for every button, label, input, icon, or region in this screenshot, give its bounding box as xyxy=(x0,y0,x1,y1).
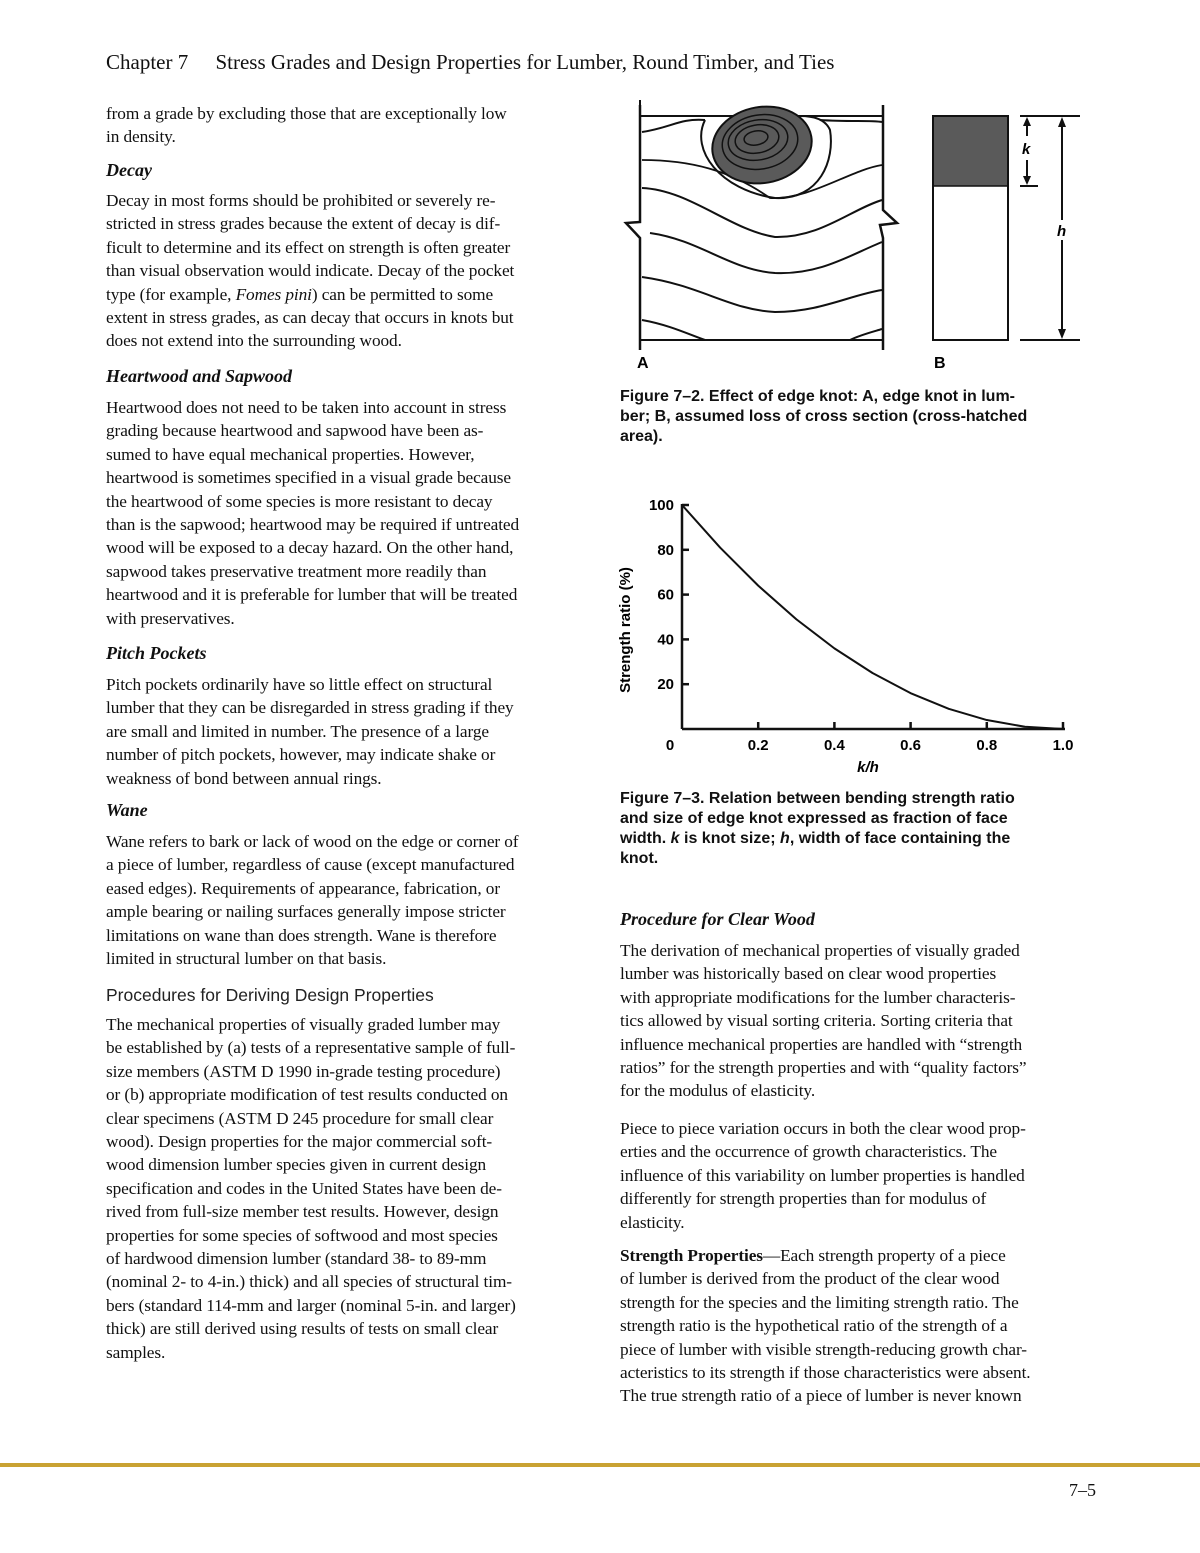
chapter-label: Chapter 7 xyxy=(106,50,189,74)
text-line: grading because heartwood and sapwood have been as- xyxy=(106,421,484,441)
text-line: sumed to have equal mechanical properties. However, xyxy=(106,444,475,464)
x-tick-label: 1.0 xyxy=(1052,737,1074,754)
heading-heartwood: Heartwood and Sapwood xyxy=(106,366,293,386)
paragraph-pitch-pockets xyxy=(106,673,514,790)
text-line: Figure 7–2. Effect of edge knot: A, edge knot in lum- xyxy=(620,388,1015,405)
text-line: limitations on wane than does strength. Wane is therefore xyxy=(106,925,497,945)
data-point xyxy=(834,648,836,650)
text-line: size members (ASTM D 1990 in-grade testing procedure) xyxy=(106,1061,501,1081)
italic-text: k xyxy=(670,830,680,847)
y-tick-label: 80 xyxy=(657,541,674,559)
text-line: wood will be exposed to a decay hazard. On the other hand, xyxy=(106,538,514,558)
text-line: piece of lumber with visible strength-reducing growth char- xyxy=(620,1339,1027,1359)
figure-7-3-caption xyxy=(620,789,1015,869)
text-line: erties and the occurrence of growth characteristics. The xyxy=(620,1142,997,1162)
text-line: than is the sapwood; heartwood may be required if untreated xyxy=(106,515,520,535)
paragraph-wane xyxy=(106,830,518,970)
text-segment: ) can be permitted to some xyxy=(311,284,494,304)
x-tick-label: 0 xyxy=(665,737,675,754)
data-point xyxy=(757,585,759,587)
data-point xyxy=(872,672,874,674)
paragraph-piece-variation xyxy=(620,1117,1026,1234)
text-line: wood dimension lumber species given in current design xyxy=(106,1155,487,1175)
italic-text: h xyxy=(780,830,790,847)
x-tick-label: 0.8 xyxy=(976,737,998,754)
text-line xyxy=(620,1244,1031,1267)
text-line: area). xyxy=(620,428,663,445)
x-tick-label: 0.6 xyxy=(900,737,922,754)
italic-text: Fomes pini xyxy=(235,284,312,304)
text-line: of lumber is derived from the product of the clear wood xyxy=(620,1269,1000,1289)
knot-area xyxy=(933,116,1008,186)
paragraph-clear-wood xyxy=(620,939,1027,1103)
label-b: B xyxy=(934,355,946,372)
figure-7-2-edge-knot xyxy=(610,100,1090,380)
series-line-strength-ratio xyxy=(682,505,1063,729)
text-line: strength for the species and the limiting strength ratio. The xyxy=(620,1292,1019,1312)
figure-7-3-chart xyxy=(610,490,1090,780)
text-line: The derivation of mechanical properties of visually graded xyxy=(620,941,1020,960)
text-line: samples. xyxy=(106,1342,166,1362)
text-line: ratios” for the strength properties and with “quality factors” xyxy=(620,1058,1027,1078)
y-tick-label: 100 xyxy=(648,497,674,514)
text-line: extent in stress grades, as can decay that occurs in knots but xyxy=(106,308,514,328)
text-line: lumber was historically based on clear wood properties xyxy=(620,964,997,984)
text-line: ficult to determine and its effect on strength is often greater xyxy=(106,237,511,257)
heading-wane: Wane xyxy=(106,800,148,820)
running-header xyxy=(106,50,834,75)
text-line: influence of this variability on lumber properties is handled xyxy=(620,1165,1025,1185)
text-segment: , width of face containing the xyxy=(789,830,1011,847)
data-point xyxy=(719,547,721,549)
text-line: limited in structural lumber on that basis. xyxy=(106,949,387,969)
label-h: h xyxy=(1057,223,1067,240)
data-point xyxy=(910,692,912,694)
text-line: acteristics to its strength if those characteristics were absent. xyxy=(620,1363,1031,1383)
heading-decay: Decay xyxy=(106,160,152,180)
text-segment: —Each strength property of a piece xyxy=(762,1246,1006,1265)
text-line: clear specimens (ASTM D 245 procedure for small clear xyxy=(106,1108,494,1128)
text-line xyxy=(620,849,1015,869)
text-line: a piece of lumber, regardless of cause (except manufactured xyxy=(106,855,515,875)
data-point xyxy=(1024,726,1026,728)
text-line: with appropriate modifications for the lumber characteris- xyxy=(620,987,1016,1007)
y-axis-label: Strength ratio (%) xyxy=(617,567,634,693)
text-line: tics allowed by visual sorting criteria. Sorting criteria that xyxy=(620,1011,1013,1031)
text-line: rived from full-size member test results. However, design xyxy=(106,1202,499,1222)
text-line: lumber that they can be disregarded in stress grading if they xyxy=(106,698,514,718)
text-line xyxy=(106,283,514,306)
text-line: heartwood is sometimes specified in a visual grade because xyxy=(106,468,511,488)
text-line: ample bearing or nailing surfaces generally impose stricter xyxy=(106,902,506,922)
text-line: number of pitch pockets, however, may indicate shake or xyxy=(106,745,496,765)
label-a: A xyxy=(637,355,649,372)
text-line: Heartwood does not need to be taken into account in stress xyxy=(106,398,507,417)
figure-7-2-caption xyxy=(620,387,1027,447)
text-segment: type (for example, xyxy=(106,284,236,304)
heading-pitch-pockets: Pitch Pockets xyxy=(106,643,207,663)
data-point xyxy=(948,708,950,710)
text-segment: and size of edge knot expressed as fraction of face xyxy=(620,810,1008,827)
text-segment: knot. xyxy=(620,850,659,867)
text-line: Decay in most forms should be prohibited or severely re- xyxy=(106,191,496,210)
text-segment: width. xyxy=(620,830,671,847)
text-line: of hardwood dimension lumber (standard 38- to 89-mm xyxy=(106,1249,487,1269)
text-line xyxy=(620,789,1015,809)
footer-rule xyxy=(0,1463,1200,1467)
y-tick-label: 40 xyxy=(657,631,674,649)
text-segment: Figure 7–3. Relation between bending strength ratio xyxy=(620,790,1015,807)
data-point xyxy=(681,504,683,506)
text-line: The mechanical properties of visually graded lumber may xyxy=(106,1015,501,1034)
text-line: ber; B, assumed loss of cross section (cross-hatched xyxy=(620,408,1028,425)
text-line: thick) are still derived using results of tests on small clear xyxy=(106,1319,499,1339)
text-line: sapwood takes preservative treatment more readily than xyxy=(106,561,487,581)
text-line: bers (standard 114-mm and larger (nominal 5-in. and larger) xyxy=(106,1295,516,1315)
data-point xyxy=(1062,728,1064,730)
heading-procedures: Procedures for Deriving Design Properties xyxy=(106,985,434,1005)
text-line: (nominal 2- to 4-in.) thick) and all species of structural tim- xyxy=(106,1272,512,1292)
text-line xyxy=(620,829,1015,849)
text-line: or (b) appropriate modification of test results conducted on xyxy=(106,1085,508,1105)
data-point xyxy=(986,719,988,721)
text-line: heartwood and it is preferable for lumber that will be treated xyxy=(106,585,518,605)
text-line: than visual observation would indicate. Decay of the pocket xyxy=(106,261,515,281)
text-line: are small and limited in number. The presence of a large xyxy=(106,721,489,741)
text-segment: is knot size; xyxy=(679,830,781,847)
text-line: Piece to piece variation occurs in both the clear wood prop- xyxy=(620,1119,1026,1138)
y-tick-label: 60 xyxy=(657,586,674,604)
heading-clear-wood: Procedure for Clear Wood xyxy=(620,909,815,929)
text-line: The true strength ratio of a piece of lumber is never known xyxy=(620,1386,1022,1406)
text-line: wood). Design properties for the major commercial soft- xyxy=(106,1132,493,1152)
text-line: properties for some species of softwood and most species xyxy=(106,1225,498,1245)
text-line: with preservatives. xyxy=(106,608,235,628)
bold-text: Strength Properties xyxy=(620,1246,763,1265)
paragraph-heartwood xyxy=(106,396,519,630)
text-line: Wane refers to bark or lack of wood on the edge or corner of xyxy=(106,832,519,851)
text-line: Pitch pockets ordinarily have so little effect on structural xyxy=(106,675,493,694)
text-line: from a grade by excluding those that are exceptionally low xyxy=(106,104,507,123)
text-line: elasticity. xyxy=(620,1212,685,1232)
data-point xyxy=(796,618,798,620)
text-line: for the modulus of elasticity. xyxy=(620,1081,816,1101)
label-k: k xyxy=(1022,141,1031,158)
text-line xyxy=(620,809,1015,829)
x-tick-label: 0.2 xyxy=(747,737,769,754)
text-line: the heartwood of some species is more resistant to decay xyxy=(106,491,493,511)
paragraph-strength-properties xyxy=(620,1244,1031,1408)
text-line: does not extend into the surrounding wood. xyxy=(106,331,402,351)
paragraph-decay xyxy=(106,189,514,353)
x-tick-label: 0.4 xyxy=(823,737,845,754)
chapter-title: Stress Grades and Design Properties for Lumber, Round Timber, and Ties xyxy=(215,50,835,74)
text-line: be established by (a) tests of a representative sample of full- xyxy=(106,1038,516,1058)
paragraph-intro xyxy=(106,102,507,149)
paragraph-procedures xyxy=(106,1013,516,1364)
text-line: in density. xyxy=(106,127,176,147)
page-number: 7–5 xyxy=(1069,1480,1096,1500)
x-axis-label: k/h xyxy=(857,759,879,776)
text-line: stricted in stress grades because the extent of decay is dif- xyxy=(106,214,501,234)
y-tick-label: 20 xyxy=(657,676,674,694)
text-line: strength ratio is the hypothetical ratio of the strength of a xyxy=(620,1316,1008,1336)
text-line: weakness of bond between annual rings. xyxy=(106,768,382,788)
text-line: differently for strength properties than for modulus of xyxy=(620,1189,987,1209)
text-line: eased edges). Requirements of appearance, fabrication, or xyxy=(106,878,500,898)
text-line: influence mechanical properties are handled with “strength xyxy=(620,1034,1023,1054)
text-line: specification and codes in the United States have been de- xyxy=(106,1178,502,1198)
